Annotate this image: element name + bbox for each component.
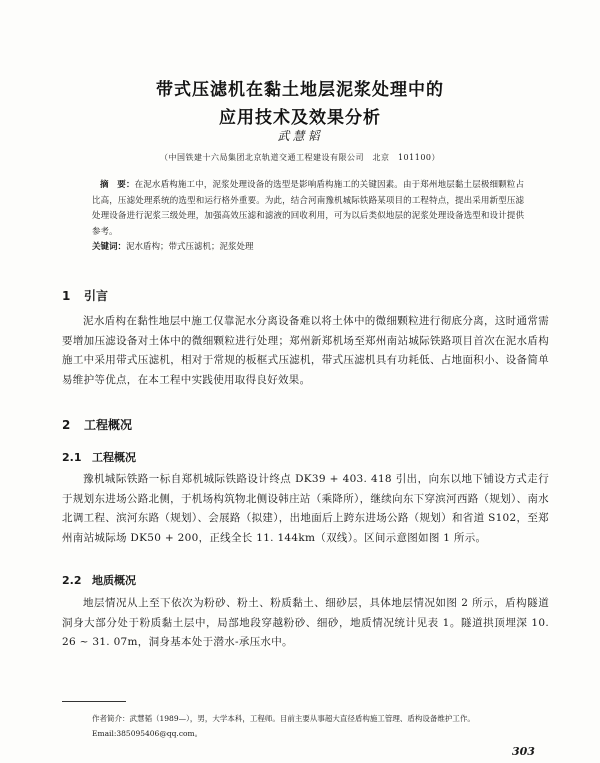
section-2-1-heading [62, 449, 136, 465]
keywords-label: 关键词： [92, 242, 127, 252]
section-1-title: 引言 [84, 289, 109, 303]
section-2-1-number: 2.1 [62, 451, 82, 464]
section-2-2-number: 2.2 [62, 574, 82, 587]
section-1-paragraph: 泥水盾构在黏性地层中施工仅靠泥水分离设备难以将土体中的微细颗粒进行彻底分离，这时通常需要增加压滤设备对土体中的微细颗粒进行处理；郑州新郑机场至郑州南站城际铁路项目首次在泥水盾构施工中采用带式压滤机，相对于常规的板框式压滤机，带式压滤机具有功耗低、占地面积小、设备简单易维护等优点，在本工程中实践使用取得良好效果。 [62, 315, 549, 386]
footnote-email: Email:385095406@qq.com。 [92, 729, 203, 738]
abstract-label: 摘 要： [100, 180, 135, 190]
abstract [92, 178, 524, 240]
abstract-text: 在泥水盾构施工中，泥浆处理设备的选型是影响盾构施工的关键因素。由于郑州地层黏土层极细颗粒占比高，压滤处理系统的选型和运行格外重要。为此，结合河南豫机城际铁路某项目的工程特点，提出采用新型压滤处理设备进行泥浆三级处理，加强高效压滤和滤液的回收利用，可为以后类似地层的泥浆处理设备选型和设计提供参考。 [92, 180, 524, 237]
section-1-heading [62, 287, 108, 304]
section-2-title: 工程概况 [84, 418, 133, 432]
section-2-number: 2 [62, 418, 71, 432]
section-2-2-title: 地质概况 [92, 574, 136, 587]
section-1-number: 1 [62, 289, 71, 303]
section-2-heading [62, 416, 132, 433]
section-2-1-paragraph: 豫机城际铁路一标自郑机城际铁路设计终点 DK39 + 403. 418 引出，向东以地下铺设方式走行于规划东进场公路北侧，于机场构筑物北侧设韩庄站（乘降所），继续向东下穿滨河西路（规划）、南水北调工程、滨河东路（规划）、会展路（拟建），出地面后上跨东进场公路（规划）和省道 S102，至郑州南站城际场 DK50 + 200，正线全长 11. 144km（双线）。区间示意图如图 1 所示。 [62, 473, 549, 544]
section-2-2-paragraph: 地层情况从上至下依次为粉砂、粉土、粉质黏土、细砂层，具体地层情况如图 2 所示，盾构隧道洞身大部分处于粉质黏土层中，局部地段穿越粉砂、细砂，地质情况统计见表 1。隧道拱顶埋深 10. 26 ~ 31. 07m，洞身基本处于潜水-承压水中。 [62, 597, 549, 648]
author-name: 武慧韬 [277, 129, 323, 143]
paper-title-line2: 应用技术及效果分析 [219, 108, 381, 129]
section-2-2-heading [62, 572, 136, 588]
section-2-1-title: 工程概况 [92, 451, 136, 464]
keywords [92, 240, 524, 255]
footnote-divider [62, 701, 126, 702]
page-number: 303 [512, 745, 535, 758]
author-affiliation: （中国铁建十六局集团北京轨道交通工程建设有限公司 北京 101100） [159, 153, 441, 162]
paper-title-line1: 带式压滤机在黏土地层泥浆处理中的 [156, 80, 444, 101]
footnote-author-bio: 作者简介：武慧韬（1989—），男，大学本科，工程师。目前主要从事超大直径盾构施工管理、盾构设备维护工作。 [92, 714, 475, 723]
keywords-text: 泥水盾构；带式压滤机；泥浆处理 [126, 242, 254, 252]
